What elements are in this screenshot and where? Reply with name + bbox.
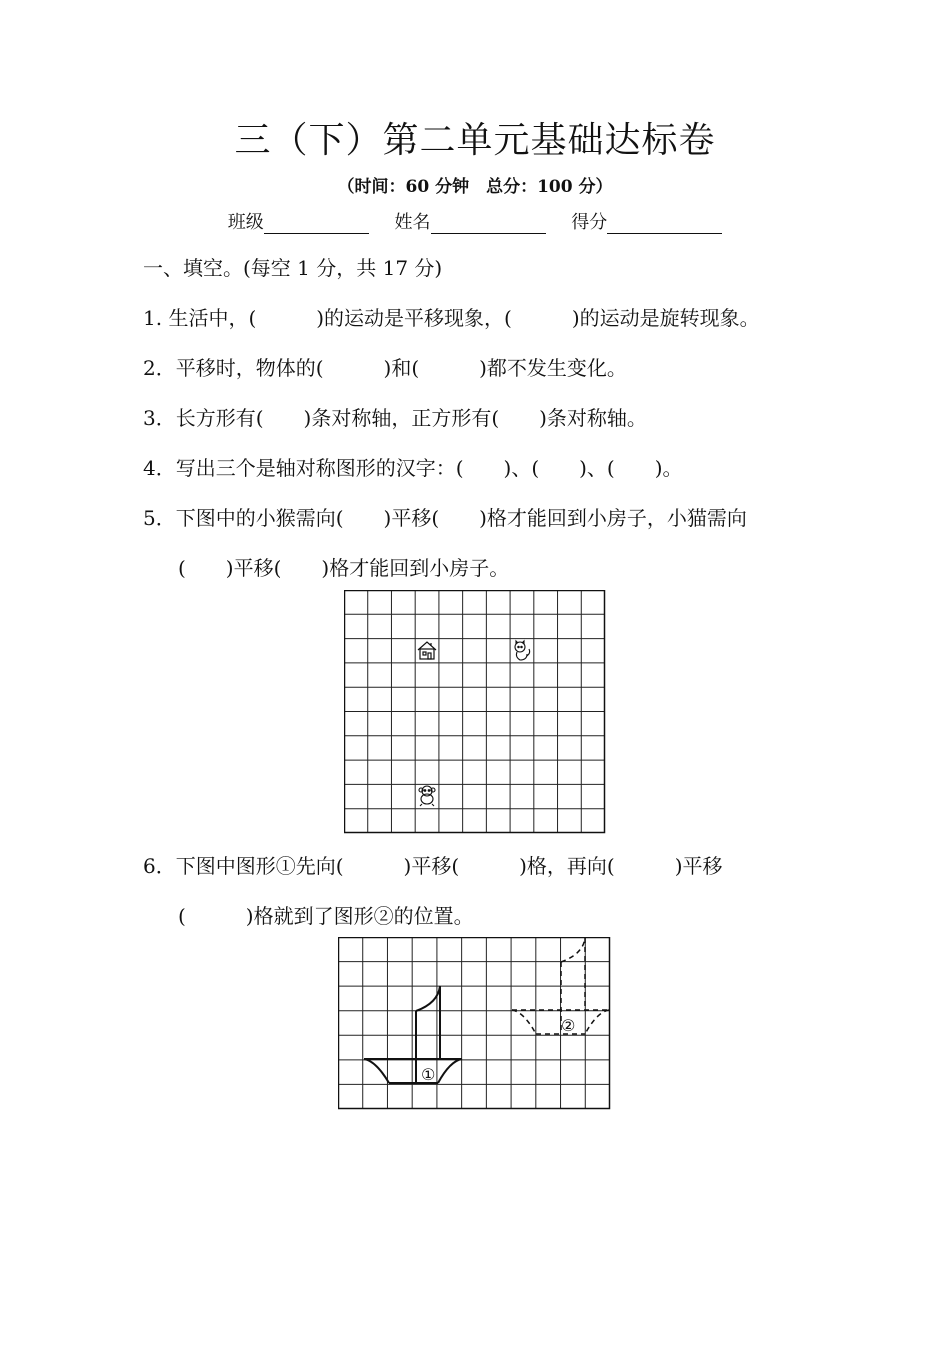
cat-icon (515, 641, 530, 660)
question-5-line-2: ( )平移( )格才能回到小房子。 (178, 556, 510, 580)
name-field[interactable] (395, 208, 546, 234)
section-heading: 一、填空。(每空 1 分，共 17 分) (143, 256, 443, 280)
question-6-grid-figure (338, 937, 611, 1110)
question-5-line-1: 5．下图中的小猴需向( )平移( )格才能回到小房子，小猫需向 (143, 506, 747, 530)
question-3: 3．长方形有( )条对称轴，正方形有( )条对称轴。 (143, 406, 647, 430)
score-field[interactable] (571, 208, 722, 234)
shape-2-label: ② (561, 1016, 576, 1035)
student-info-line (0, 208, 950, 234)
monkey-icon (419, 786, 435, 806)
class-blank[interactable] (264, 213, 369, 234)
question-2: 2．平移时，物体的( )和( )都不发生变化。 (143, 356, 627, 380)
shape-1 (364, 986, 462, 1083)
exam-info: （时间：60 分钟 总分：100 分） (337, 177, 613, 197)
shape-1-label: ① (421, 1065, 436, 1084)
question-1: 1. 生活中，( )的运动是平移现象，( )的运动是旋转现象。 (143, 306, 760, 330)
name-blank[interactable] (431, 213, 546, 234)
name-label: 姓名 (394, 212, 431, 233)
question-6-line-1: 6．下图中图形①先向( )平移( )格，再向( )平移 (143, 854, 723, 878)
page-title: 三（下）第二单元基础达标卷 (234, 120, 716, 161)
score-blank[interactable] (607, 213, 722, 234)
class-label: 班级 (227, 212, 264, 233)
question-5-grid-figure (344, 590, 606, 834)
class-field[interactable] (228, 208, 369, 234)
question-4: 4．写出三个是轴对称图形的汉字：( )、( )、( )。 (143, 456, 683, 480)
score-label: 得分 (571, 212, 608, 233)
house-icon (418, 642, 436, 659)
question-6-line-2: ( )格就到了图形②的位置。 (178, 904, 474, 928)
